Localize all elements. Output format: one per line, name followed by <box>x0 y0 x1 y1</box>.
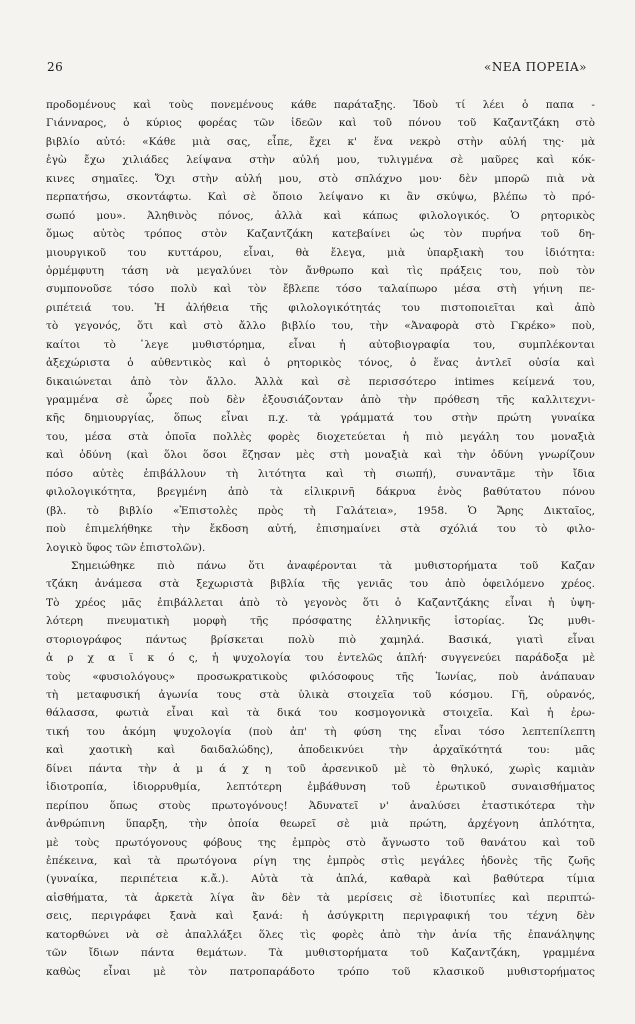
text-line: λογικὸ ὕφος τῶν ἐπιστολῶν). <box>46 541 206 554</box>
text-line: θάλασσα, φωτιὰ εἶναι καὶ τὰ δικά του κοσμογονικὰ στοιχεῖα. Καὶ ἡ ἐρω- <box>46 707 595 720</box>
text-line: βιβλίο αὐτό: «Κάθε μιὰ σας, εἶπε, ἔχει κ' ἕνα νεκρὸ στὴν αὐλή της· μὰ <box>46 135 595 148</box>
text-line: Σημειώθηκε πιὸ πάνω ὅτι ἀναφέρονται τὰ μυθιστορήματα τοῦ Καζαν <box>71 559 595 572</box>
text-line: ἀνθρώπινη ὕπαρξη, τὴν ὁποία θεωρεῖ σὲ μιὰ πρώτη, ἀρχέγονη ἁπλότητα, <box>46 818 595 831</box>
text-line: τζάκη ἀνάμεσα στὰ ξεχωριστὰ βιβλία τῆς γενιᾶς του ἀπὸ ὀφειλόμενο χρέος. <box>46 578 595 591</box>
text-line: γραμμένα σὲ ὧρες ποὺ δὲν ἐξουσιάζονταν ἀπὸ τὴν πρόθεση τῆς καλλιτεχνι- <box>46 394 595 406</box>
text-line: δικαιώνεται ἀπὸ τὸν ἄλλο. Ἀλλὰ καὶ σὲ περισσότερο intimes κείμενά του, <box>46 375 595 388</box>
text-line: (γυναίκα, περιπέτεια κ.ἄ.). Αὐτὰ τὰ ἁπλά, καθαρὰ καὶ βαθύτερα τίμια <box>46 873 595 886</box>
text-line: ὁρμέμφυτη τάση νὰ μεγαλύνει τὸν ἄνθρωπο καὶ τὶς πράξεις του, ποὺ τὸν <box>46 264 595 277</box>
text-line: στοριογράφος πάντως βρίσκεται πολὺ πιὸ χαμηλά. Βασικά, γιατὶ εἶναι <box>46 633 595 646</box>
text-line: τοὺς «φυσιολόγους» προσωκρατικοὺς φιλόσοφους τῆς Ἰωνίας, ποὺ ἀνάπαυαν <box>46 670 595 683</box>
text-line: Γιάνναρος, ὁ κύριος φορέας τῶν ἰδεῶν καὶ τοῦ πόνου τοῦ Καζαντζάκη στὸ <box>46 117 595 130</box>
text-line: τὴ μεταφυσική ἀγωνία τους στὰ ὑλικὰ στοιχεῖα τοῦ κόσμου. Γῆ, οὐρανός, <box>46 689 595 701</box>
text-line: τὸ γεγονός, ὅτι καὶ στὸ ἄλλο βιβλίο του, τὴν «Ἀναφορὰ στὸ Γκρέκο» ποὺ, <box>46 320 595 333</box>
paragraph <box>46 96 595 557</box>
text-line: τῶν ἴδιων πάντα θεμάτων. Τὰ μυθιστορήματα τοῦ Καζαντζάκη, γραμμένα <box>46 947 595 960</box>
text-line: ἰδιοτροπία, ἰδιορρυθμία, λεπτότερη ἐμβάθυνση τοῦ ἐρωτικοῦ συναισθήματος <box>46 781 595 794</box>
text-line: Τὸ χρέος μᾶς ἐπιβάλλεται ἀπὸ τὸ γεγονὸς ὅτι ὁ Καζαντζάκης εἶναι ἡ ὑψη- <box>46 596 595 609</box>
page-number: 26 <box>47 60 64 74</box>
text-line: κατορθώνει νὰ σὲ ἀπαλλάξει ὅλες τὶς φορὲς ἀπὸ τὴν ἀνία τῆς ἐπανάληψης <box>46 928 595 941</box>
text-line: περίπου ὅπως στοὺς πρωτογόνους! Ἀδυνατεῖ ν' ἀναλύσει ἐταστικότερα τὴν <box>46 799 595 812</box>
article-body <box>46 96 595 981</box>
text-line: πόσο αὐτὲς ἐπιβάλλουν τὴ λιτότητα καὶ τὴ σιωπή), συναντᾶμε τὴν ἴδια <box>46 467 595 480</box>
text-line: μὲ τοὺς πρωτόγονους φόβους της ἐμπρὸς στὸ ἄγνωστο τοῦ θανάτου καὶ τοῦ <box>46 836 595 849</box>
text-line: λότερη πνευματικὴ μορφὴ τῆς πρόσφατης ἑλληνικῆς ἱστορίας. Ὡς μυθι- <box>46 615 595 628</box>
text-line: ριπέτειά του. Ἡ ἀλήθεια τῆς φιλολογικότητάς του πιστοποιεῖται καὶ ἀπὸ <box>46 301 595 314</box>
text-line: περπατήσω, σκοντάφτω. Καὶ σὲ ὅποιο λείψανο κι ἂν σκύψω, βλέπω τὸ πρό- <box>46 191 595 204</box>
text-line: ὅμως αὐτὸς τρόπος στὸν Καζαντζάκη κατεβαίνει ὡς τὸν πυρήνα τοῦ δη- <box>46 228 595 241</box>
paragraph <box>46 557 595 981</box>
text-line: ποὺ ἐπιμελήθηκε τὴν ἔκδοση αὐτή, ἐπισημαίνει στὰ σχόλιά του τὸ φιλο- <box>46 523 595 536</box>
text-line: καὶ χαοτικὴ καὶ δαιδαλώδης), ἀποδεικνύει τὴν ἀρχαϊκότητά του: μᾶς <box>46 744 595 757</box>
text-line: σωπό μου». Ἀληθινὸς πόνος, ἀλλὰ καὶ κάπως φιλολογικός. Ὁ ρητορικὸς <box>46 209 595 222</box>
text-line: ἀ ρ χ α ϊ κ ό ς, ἡ ψυχολογία του ἐντελῶς ἁπλή· συγγενεύει παράδοξα μὲ <box>46 652 595 665</box>
text-line: ἐπέκεινα, καὶ τὰ πρωτόγονα ρίγη της ἐμπρὸς στὶς μεγάλες ἡδονὲς τῆς ζωῆς <box>46 854 595 867</box>
text-line: δίνει πάντα τὴν ἀ μ ά χ η τοῦ ἀρσενικοῦ μὲ τὸ θηλυκό, χωρὶς καμιὰν <box>46 762 595 775</box>
text-line: του, μέσα στὰ ὁποῖα πολλὲς φορὲς διοχετεύεται ἡ πιὸ μεγάλη του μοναξιὰ <box>46 430 595 443</box>
text-line: ἐγὼ ἔχω χιλιάδες λείψανα στὴν αὐλή μου, τυλιγμένα σὲ μαῦρες καὶ κόκ- <box>46 154 595 167</box>
text-line: προδομένους καὶ τοὺς πονεμένους κάθε παράταξης. Ἰδοὺ τί λέει ὁ παπα - <box>46 99 595 111</box>
text-line: σεις, περιγράφει ξανὰ καὶ ξανά: ἡ ἀσύγκριτη περιγραφική του τέχνη δὲν <box>46 910 595 923</box>
running-title: «ΝΕΑ ΠΟΡΕΙΑ» <box>484 60 587 74</box>
text-line: αἰσθήματα, τὰ ἀρκετὰ λίγα ἂν δὲν τὰ μερίσεις σὲ ἰδιοτυπίες καὶ περιπτώ- <box>46 891 595 904</box>
text-line: κῆς δημιουργίας, ὅπως εἶναι π.χ. τὰ γράμματά του στὴν πρώτη γυναίκα <box>46 412 595 425</box>
page-header <box>47 60 587 74</box>
text-line: ἀξεχώριστα ὁ αὐθεντικὸς καὶ ὁ ρητορικὸς τόνος, ὁ ἕνας ἀντλεῖ οὐσία καὶ <box>46 357 595 370</box>
text-line: συμπονοῦσε τόσο πολὺ καὶ τὸν ἔβλεπε τόσο ταλαίπωρο μέσα στὴ γήινη πε- <box>46 283 595 296</box>
text-line: καὶ ὀδύνη (καὶ ὅλοι ὅσοι ἔζησαν μὲς στὴ μοναξιὰ καὶ τὴν ὀδύνη γνωρίζουν <box>46 449 595 462</box>
text-line: κινες σημαῖες. Ὄχι στὴν αὐλή μου, στὸ σπλάχνο μου· δὲν μπορῶ πιὰ νὰ <box>46 172 595 185</box>
text-line: φιλολογικότητα, βρεγμένη ἀπὸ τὰ εἰλικρινῆ δάκρυα ἑνὸς βαθύτατου πόνου <box>46 486 595 499</box>
text-line: καθὼς εἶναι μὲ τὸν πατροπαράδοτο τρόπο τοῦ κλασικοῦ μυθιστορήματος <box>46 965 595 978</box>
text-line: καίτοι τὸ ᾽λεγε μυθιστόρημα, εἶναι ἡ αὐτοβιογραφία του, συμπλέκονται <box>46 338 595 351</box>
text-line: τική του ἀκόμη ψυχολογία (ποὺ ἀπ' τὴ φύση της εἶναι τόσο λεπτεπίλεπτη <box>46 725 595 738</box>
text-line: μιουργικοῦ του κυττάρου, εἶναι, θὰ ἔλεγα, μιὰ ὑπαρξιακὴ του ἰδιότητα: <box>46 246 595 259</box>
text-line: (βλ. τὸ βιβλίο «Ἐπιστολὲς πρὸς τὴ Γαλάτεια», 1958. Ὁ Ἄρης Δικταῖος, <box>46 504 595 517</box>
